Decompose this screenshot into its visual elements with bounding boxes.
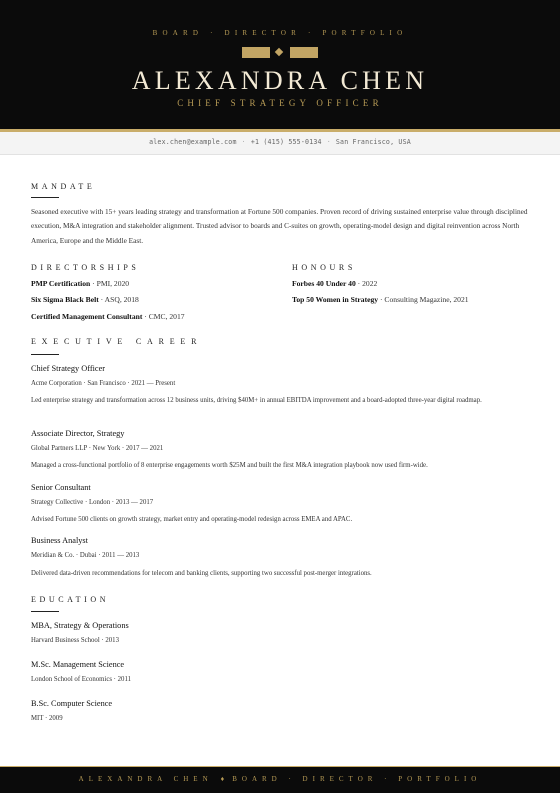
education-degree: MBA, Strategy & Operations: [31, 621, 129, 630]
education-degree: M.Sc. Management Science: [31, 660, 125, 669]
separator: ·: [241, 138, 246, 146]
section-title-directorships: DIRECTORSHIPS: [31, 263, 140, 272]
diamond-icon: ♦: [220, 775, 225, 783]
location-text: San Francisco, USA: [335, 138, 411, 146]
ornament-bar-right: [290, 47, 318, 58]
candidate-role: CHIEF STRATEGY OFFICER: [177, 98, 383, 108]
candidate-name: ALEXANDRA CHEN: [131, 66, 429, 95]
job-title: Chief Strategy Officer: [31, 364, 106, 373]
directorship-item: Six Sigma Black Belt · ASQ, 2018: [31, 295, 139, 304]
job-description: Delivered data-driven recommendations for telecom and banking clients, supporting two successful post-merger integrations.: [31, 570, 372, 577]
phone-text: +1 (415) 555-0134: [250, 138, 322, 146]
footer-band: [0, 766, 560, 793]
job-description: Managed a cross-functional portfolio of 8 enterprise engagements worth $25M and built the first M&A integration playbook now used firm-wide.: [31, 462, 428, 469]
section-rule: [31, 611, 59, 612]
education-degree: B.Sc. Computer Science: [31, 699, 113, 708]
education-school: Harvard Business School · 2013: [31, 637, 119, 644]
honour-item: Top 50 Women in Strategy · Consulting Magazine, 2021: [292, 295, 469, 304]
job-title: Business Analyst: [31, 536, 88, 545]
contact-strip: [0, 132, 560, 155]
job-meta: Meridian & Co. · Dubai · 2011 — 2013: [31, 552, 140, 559]
section-rule: [31, 354, 59, 355]
job-title: Associate Director, Strategy: [31, 429, 125, 438]
section-title-mandate: MANDATE: [31, 182, 96, 191]
ornament-bar-left: [242, 47, 270, 58]
header-band: [0, 0, 560, 129]
job-description: Advised Fortune 500 clients on growth strategy, market entry and operating-model redesign across EMEA and APAC.: [31, 516, 353, 523]
directorship-item: PMP Certification · PMI, 2020: [31, 279, 130, 288]
section-title-career: EXECUTIVE CAREER: [31, 337, 203, 346]
mandate-text: Seasoned executive with 15+ years leading strategy and transformation at Fortune 500 companies. Proven record of driving sustained enterprise value through disciplined execution, M&A integration and stakeholder alignment. Trusted advisor to boards and C-suites on growth, operating-model design and digital reinvention across North America, Europe and the Middle East.: [31, 207, 528, 245]
job-title: Senior Consultant: [31, 483, 91, 492]
section-title-education: EDUCATION: [31, 595, 110, 604]
footer-text: [0, 775, 560, 783]
section-title-honours: HONOURS: [292, 263, 356, 272]
directorship-item: Certified Management Consultant · CMC, 2017: [31, 312, 185, 321]
job-description: Led enterprise strategy and transformation across 12 business units, driving $40M+ in annual EBITDA improvement and a board-adopted three-year digital roadmap.: [31, 397, 482, 404]
job-meta: Global Partners LLP · New York · 2017 — 2021: [31, 445, 164, 452]
diamond-icon: [275, 48, 283, 56]
header-tagline: BOARD · DIRECTOR · PORTFOLIO: [152, 29, 408, 37]
job-meta: Acme Corporation · San Francisco · 2021 — Present: [31, 380, 176, 387]
education-school: London School of Economics · 2011: [31, 676, 131, 683]
email-link[interactable]: alex.chen@example.com: [149, 138, 237, 146]
job-meta: Strategy Collective · London · 2013 — 2017: [31, 499, 154, 506]
footer-tagline: BOARD · DIRECTOR · PORTFOLIO: [232, 775, 482, 783]
section-rule: [31, 197, 59, 198]
separator: ·: [326, 138, 331, 146]
footer-name: ALEXANDRA CHEN: [78, 775, 213, 783]
honour-item: Forbes 40 Under 40 · 2022: [292, 279, 378, 288]
education-school: MIT · 2009: [31, 715, 63, 722]
